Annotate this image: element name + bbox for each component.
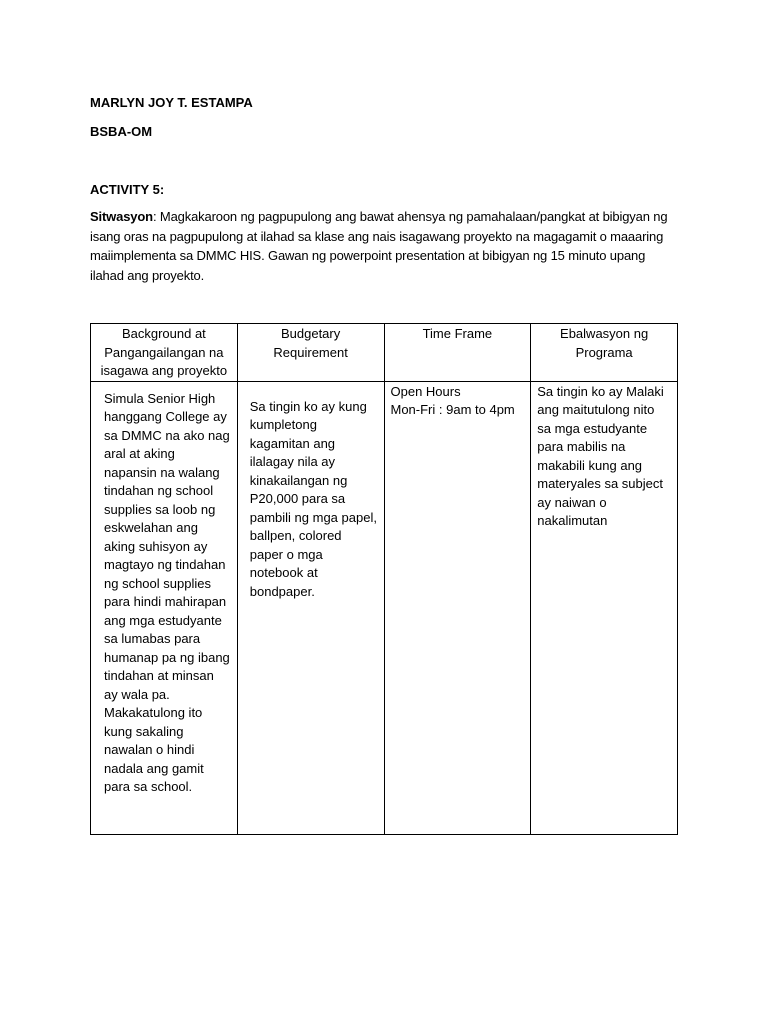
table-header-row <box>91 324 678 382</box>
situation-separator: : <box>152 209 160 224</box>
cell-background-text: Simula Senior High hanggang College ay sa DMMC na ako nag aral at aking napansin na walang tindahan ng school supplies sa loob ng eskwelahan ang aking suhisyon ay magtayo ng tindahan ng school supplies para hindi mahirapan ang mga estudyante sa lumabas para humanap pa ng ibang tindahan at minsan ay wala pa. Makakatulong ito kung sakaling nawalan o hindi nadala ang gamit para sa school. <box>104 390 230 794</box>
cell-evaluation-text: Sa tingin ko ay Malaki ang maitutulong nito sa mga estudyante para mabilis na makabili kung ang materyales sa subject ay naiwan o nakalimutan <box>537 383 664 528</box>
cell-time-frame <box>384 381 531 834</box>
table-row <box>91 381 678 834</box>
cell-background <box>91 381 238 834</box>
situation-label: Sitwasyon <box>90 209 153 224</box>
cell-time-frame-text: Open Hours Mon-Fri : 9am to 4pm <box>390 383 515 417</box>
cell-budgetary <box>237 381 384 834</box>
student-name: MARLYN JOY T. ESTAMPA <box>90 95 253 110</box>
situation-paragraph <box>90 207 680 285</box>
header-background: Background at Pangangailangan na isagawa ang proyekto <box>91 324 238 382</box>
cell-evaluation <box>531 381 678 834</box>
header-time-frame: Time Frame <box>384 324 531 382</box>
cell-budgetary-text: Sa tingin ko ay kung kumpletong kagamitan ang ilalagay nila ay kinakailangan ng P20,000 para sa pambili ng mga papel, ballpen, colored paper o mga notebook at bondpaper. <box>249 398 377 599</box>
situation-text: Magkakaroon ng pagpupulong ang bawat ahensya ng pamahalaan/pangkat at bibigyan ng isang oras na pagpupulong at ilahad sa klase ang nais isagawang proyekto na magagamit o maaaring maiimplementa sa DMMC HIS. Gawan ng powerpoint presentation at bibigyan ng 15 minuto upang ilahad ang proyekto. <box>90 209 668 283</box>
activity-table <box>90 323 678 835</box>
header-evaluation: Ebalwasyon ng Programa <box>531 324 678 382</box>
header-budgetary: Budgetary Requirement <box>237 324 384 382</box>
activity-title: ACTIVITY 5: <box>90 182 165 197</box>
student-course: BSBA-OM <box>90 124 153 139</box>
